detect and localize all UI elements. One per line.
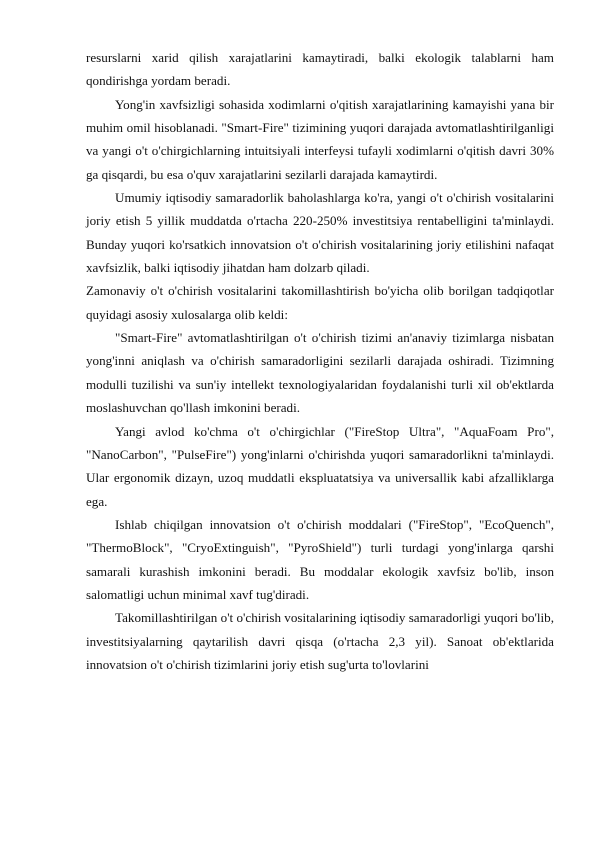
paragraph-4: Zamonaviy o't o'chirish vositalarini takomillashtirish bo'yicha olib borilgan tadqiqotlar quyidagi asosiy xulosalarga olib keldi: (86, 283, 554, 322)
paragraph-5: "Smart-Fire" avtomatlashtirilgan o't o'chirish tizimi an'anaviy tizimlarga nisbatan yong'inni aniqlash va o'chirish samaradorligini sezilarli darajada oshiradi. Tizimning modulli tuzilishi va sun'iy intellekt texnologiyalaridan foydalanishi turli xil ob'ektlarda moslashuvchan qo'llash imkonini beradi. (86, 330, 554, 416)
paragraph-7: Ishlab chiqilgan innovatsion o't o'chirish moddalari ("FireStop", "EcoQuench", "ThermoBlock", "CryoExtinguish", "PyroShield") turli turdagi yong'inlarga qarshi samarali kurashish imkonini beradi. Bu moddalar ekologik xavfsiz bo'lib, inson salomatligi uchun minimal xavf tug'diradi. (86, 516, 554, 602)
paragraph-1: resurslarni xarid qilish xarajatlarini kamaytiradi, balki ekologik talablarni ham qondirishga yordam beradi. (86, 50, 554, 89)
paragraph-6: Yangi avlod ko'chma o't o'chirgichlar ("FireStop Ultra", "AquaFoam Pro", "NanoCarbon", "PulseFire") yong'inlarni o'chirishda yuqori samaradorlikni ta'minlaydi. Ular ergonomik dizayn, uzoq muddatli ekspluatatsiya va universallik kabi afzalliklarga ega. (86, 423, 554, 509)
paragraph-2: Yong'in xavfsizligi sohasida xodimlarni o'qitish xarajatlarining kamayishi yana bir muhim omil hisoblanadi. "Smart-Fire" tizimining yuqori darajada avtomatlashtirilganligi va yangi o't o'chirgichlarning intuitsiyali interfeysi tufayli xodimlarni o'qitish davri 30% ga qisqardi, bu esa o'quv xarajatlarini sezilarli darajada kamaytirdi. (86, 96, 554, 182)
document-page (86, 46, 554, 676)
paragraph-8: Takomillashtirilgan o't o'chirish vositalarining iqtisodiy samaradorligi yuqori bo'lib, investitsiyalarning qaytarilish davri qisqa (o'rtacha 2,3 yil). Sanoat ob'ektlarida innovatsion o't o'chirish tizimlarini joriy etish sug'urta to'lovlarini (86, 610, 554, 672)
paragraph-3: Umumiy iqtisodiy samaradorlik baholashlarga ko'ra, yangi o't o'chirish vositalarini joriy etish 5 yillik muddatda o'rtacha 220-250% investitsiya rentabelligini ta'minlaydi. Bunday yuqori ko'rsatkich innovatsion o't o'chirish vositalarining joriy etilishini nafaqat xavfsizlik, balki iqtisodiy jihatdan ham dolzarb qiladi. (86, 190, 554, 276)
